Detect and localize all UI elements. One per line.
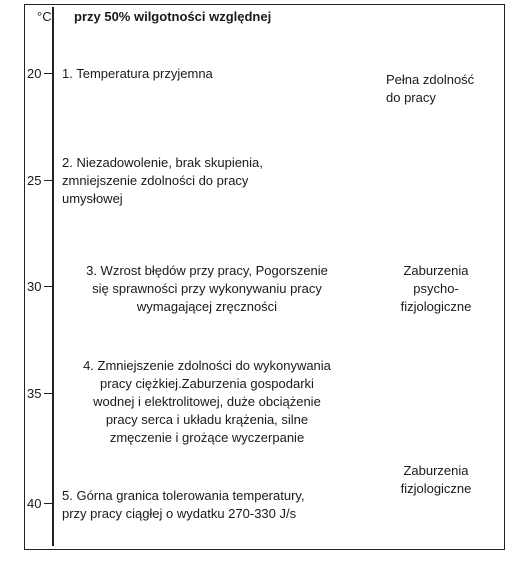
- side-label-1-line-2: do pracy: [386, 90, 436, 105]
- item-1-text: 1. Temperatura przyjemna: [62, 66, 213, 81]
- side-label-2-line-1: Zaburzenia: [403, 263, 469, 278]
- item-4-line-3: wodnej i elektrolitowej, duże obciążenie: [93, 394, 321, 409]
- item-3-line-3: wymagającej zręczności: [136, 299, 278, 314]
- tick-label-25: 25: [27, 173, 42, 188]
- side-label-2: [386, 262, 486, 316]
- item-5-line-2: przy pracy ciągłej o wydatku 270-330 J/s: [62, 506, 297, 521]
- item-5-line-1: 5. Górna granica tolerowania temperatury,: [62, 488, 305, 503]
- unit-label: °C: [37, 9, 52, 24]
- item-4-line-4: pracy serca i układu krążenia, silne: [105, 412, 309, 427]
- item-3: [62, 262, 352, 316]
- item-4-line-1: 4. Zmniejszenie zdolności do wykonywania: [83, 358, 331, 373]
- item-4: [62, 357, 352, 447]
- item-2: [62, 154, 362, 208]
- item-4-line-5: zmęczenie i grożące wyczerpanie: [109, 430, 305, 445]
- header-title: przy 50% wilgotności względnej: [74, 9, 272, 24]
- item-2-line-1: 2. Niezadowolenie, brak skupienia,: [62, 155, 263, 170]
- item-2-line-2: zmniejszenie zdolności do pracy: [62, 173, 249, 188]
- side-label-3: [386, 462, 486, 498]
- tick-label-30: 30: [27, 279, 42, 294]
- item-5: [62, 487, 362, 523]
- tick-label-35: 35: [27, 386, 42, 401]
- side-label-3-line-1: Zaburzenia: [403, 463, 469, 478]
- side-label-1-line-1: Pełna zdolność: [386, 72, 475, 87]
- side-label-2-line-2: psycho-: [413, 281, 459, 296]
- side-label-3-line-2: fizjologiczne: [400, 481, 472, 496]
- tick-label-40: 40: [27, 496, 42, 511]
- side-label-2-line-3: fizjologiczne: [400, 299, 472, 314]
- temperature-axis: [52, 7, 54, 546]
- item-1: [62, 65, 362, 83]
- tick-label-20: 20: [27, 66, 42, 81]
- side-label-1: [386, 71, 496, 107]
- item-3-line-1: 3. Wzrost błędów przy pracy, Pogorszenie: [86, 263, 328, 278]
- item-3-line-2: się sprawności przy wykonywaniu pracy: [92, 281, 322, 296]
- item-4-line-2: pracy ciężkiej.Zaburzenia gospodarki: [100, 376, 314, 391]
- item-2-line-3: umysłowej: [62, 191, 123, 206]
